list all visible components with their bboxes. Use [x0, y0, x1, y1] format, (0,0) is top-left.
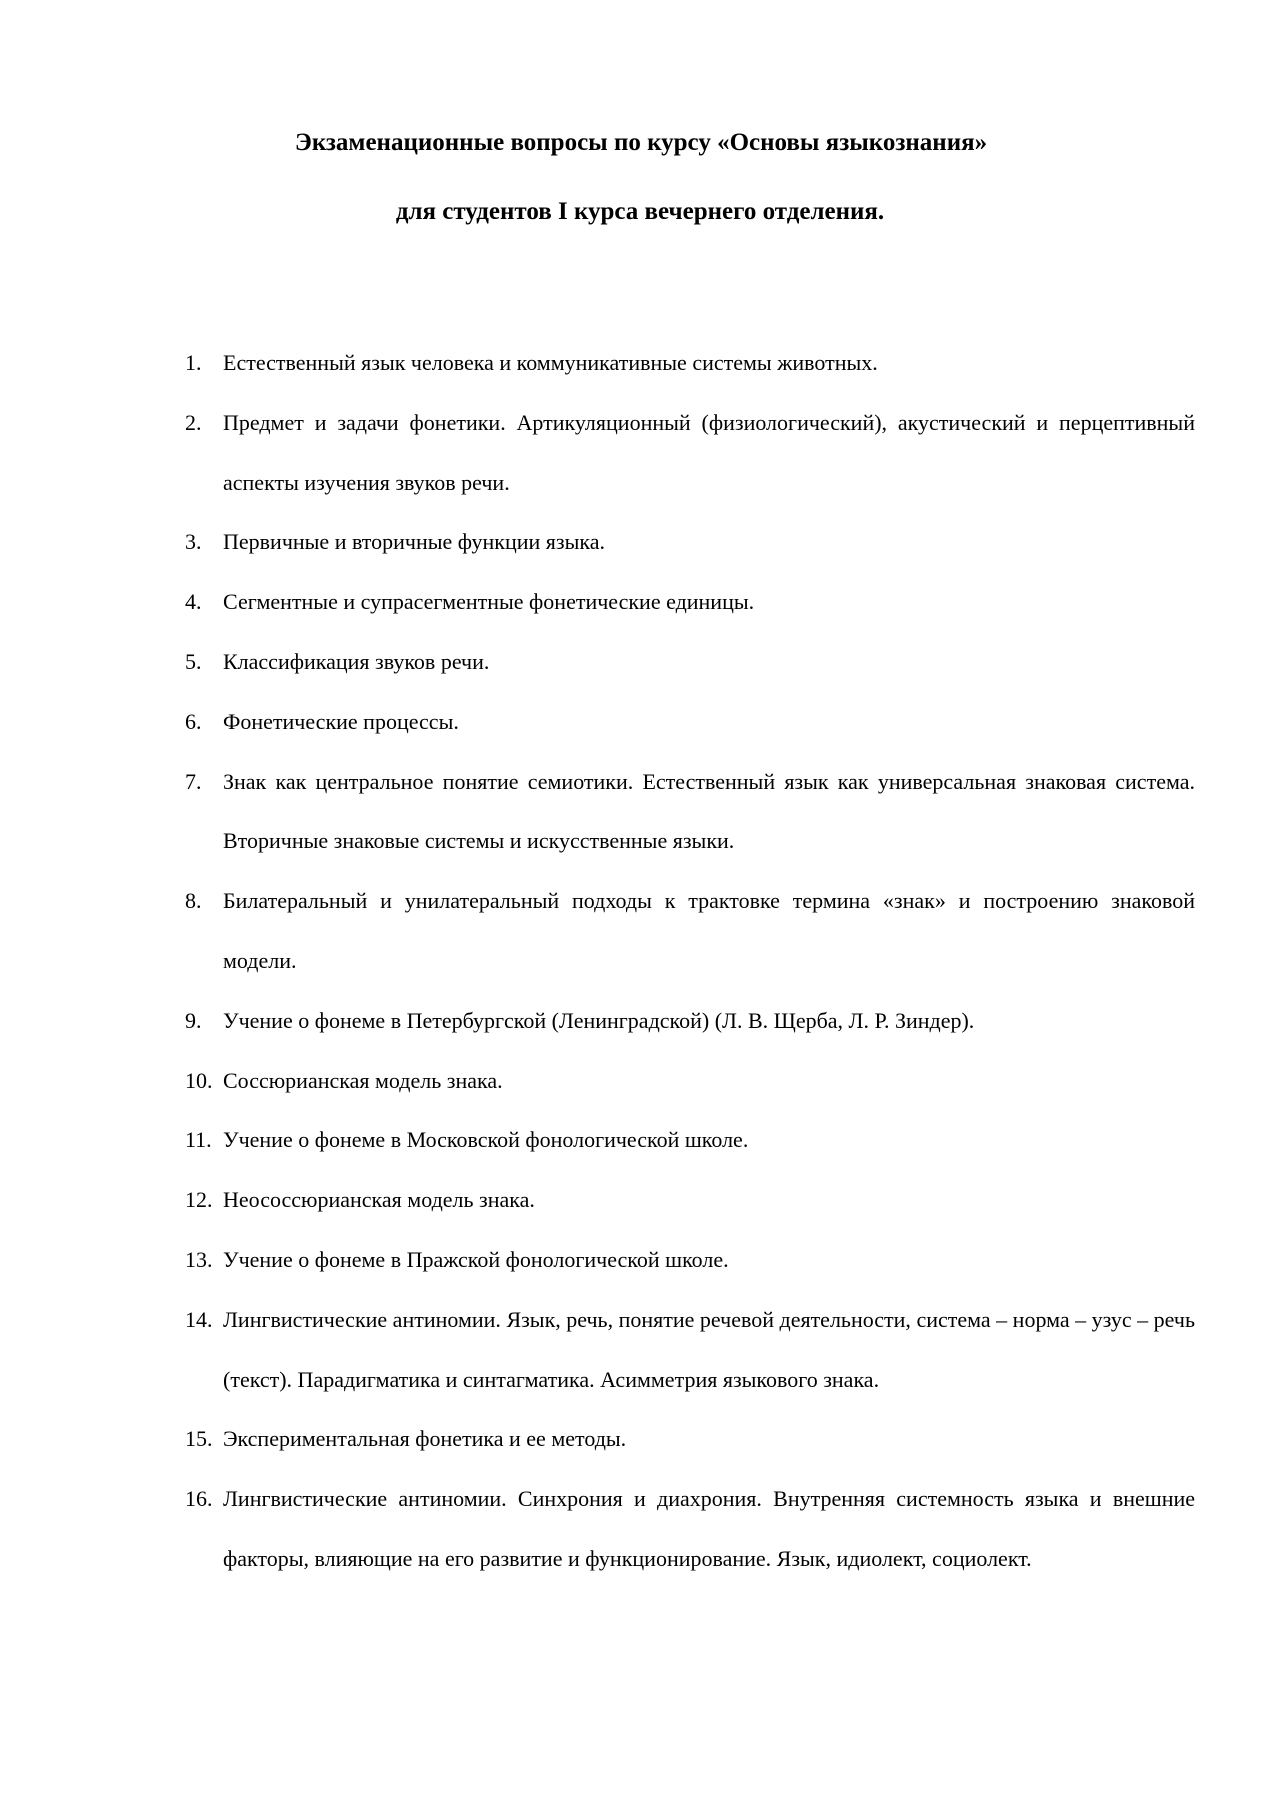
question-item [185, 1170, 1195, 1230]
question-item [185, 1110, 1195, 1170]
question-item [185, 991, 1195, 1051]
question-text: Знак как центральное понятие семиотики. Естественный язык как универсальная знаковая система. Вторичные знаковые системы и искусственные языки. [223, 768, 1195, 854]
question-item [185, 692, 1195, 752]
question-text: Естественный язык человека и коммуникативные системы животных. [223, 350, 878, 375]
question-number: 8. [185, 888, 202, 914]
question-text: Сегментные и супрасегментные фонетические единицы. [223, 589, 755, 615]
question-item [185, 1051, 1195, 1111]
question-text: Первичные и вторичные функции языка. [223, 529, 605, 555]
question-number: 15. [185, 1426, 213, 1452]
document-title-line-1: Экзаменационные вопросы по курсу «Основы языкознания» [294, 129, 988, 156]
question-number: 7. [185, 768, 202, 794]
question-number: 4. [185, 589, 202, 615]
question-text: Лингвистические антиномии. Язык, речь, понятие речевой деятельности, система – норма – узус – речь (текст). Парадигматика и синтагматика. Асимметрия языкового знака. [223, 1306, 1195, 1392]
question-item [185, 333, 1195, 393]
question-text: Фонетические процессы. [223, 708, 459, 734]
question-item [185, 1290, 1195, 1410]
question-item [185, 1409, 1195, 1469]
question-number: 13. [185, 1246, 213, 1272]
question-text: Экспериментальная фонетика и ее методы. [223, 1426, 627, 1452]
question-item [185, 752, 1195, 872]
question-text: Билатеральный и унилатеральный подходы к трактовке термина «знак» и построению знаковой модели. [223, 888, 1195, 973]
question-number: 3. [185, 529, 202, 555]
question-text: Учение о фонеме в Петербургской (Ленинградской) (Л. В. Щерба, Л. Р. Зиндер). [223, 1007, 975, 1033]
question-text: Учение о фонеме в Московской фонологической школе. [223, 1127, 749, 1153]
question-number: 12. [185, 1187, 213, 1213]
question-number: 1. [185, 350, 202, 375]
question-text: Учение о фонеме в Пражской фонологической школе. [223, 1246, 729, 1272]
question-item [185, 572, 1195, 632]
question-text: Предмет и задачи фонетики. Артикуляционный (физиологический), акустический и перцептивный аспекты изучения звуков речи. [223, 409, 1195, 495]
question-item [185, 1469, 1195, 1589]
question-number: 9. [185, 1007, 202, 1033]
question-item [185, 393, 1195, 513]
question-item [185, 512, 1195, 572]
document-title-line-2: для студентов I курса вечернего отделения. [395, 198, 885, 225]
question-number: 11. [185, 1127, 212, 1153]
question-text: Классификация звуков речи. [223, 648, 490, 674]
question-item [185, 632, 1195, 692]
question-number: 14. [185, 1306, 213, 1332]
question-text: Соссюрианская модель знака. [223, 1067, 503, 1093]
questions-list [185, 333, 1195, 1589]
question-number: 16. [185, 1486, 213, 1512]
question-text: Неососсюрианская модель знака. [223, 1187, 535, 1213]
question-number: 5. [185, 648, 202, 674]
question-number: 2. [185, 409, 202, 435]
question-number: 6. [185, 708, 202, 734]
question-item [185, 871, 1195, 991]
question-number: 10. [185, 1067, 213, 1093]
question-item [185, 1230, 1195, 1290]
question-text: Лингвистические антиномии. Синхрония и диахрония. Внутренняя системность языка и внешние факторы, влияющие на его развитие и функционирование. Язык, идиолект, социолект. [223, 1486, 1195, 1571]
